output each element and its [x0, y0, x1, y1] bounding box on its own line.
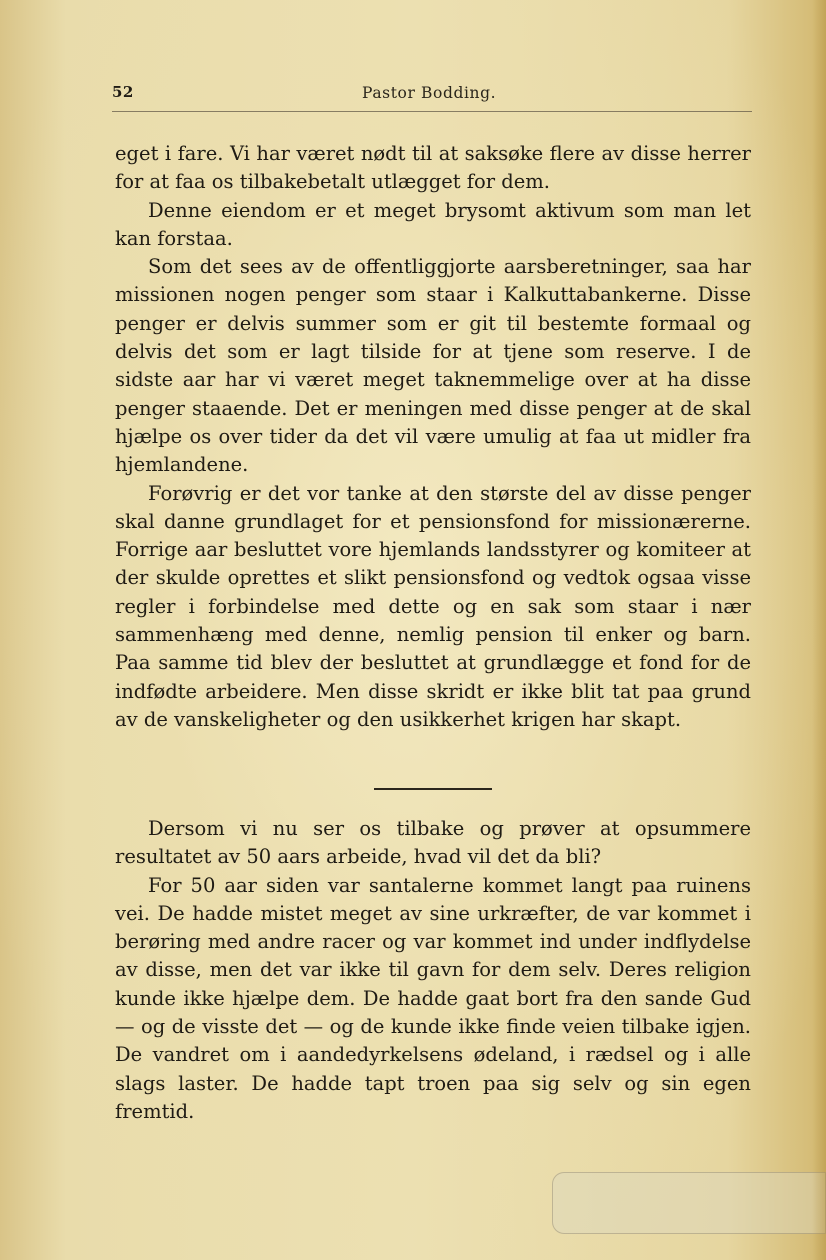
page-header: [112, 83, 752, 109]
page-number: 52: [112, 83, 134, 101]
paragraph-5: Dersom vi nu ser os tilbake og prøver at opsummere resultatet av 50 aars arbeide, hvad vil det da bli?: [115, 817, 751, 869]
paragraph-2: Denne eiendom er et meget brysomt aktivum som man let kan forstaa.: [115, 198, 751, 250]
paragraph-6: For 50 aar siden var santalerne kommet langt paa ruinens vei. De hadde mistet meget av sine urkræfter, de var kommet i berøring med andre racer og var kommet ind under indflydelse av disse, men det var ikke til gavn for dem selv. Deres religion kunde ikke hjælpe dem. De hadde gaat bort fra den sande Gud — og de visste det — og de kunde ikke finde veien tilbake igjen. De vandret om i aandedyrkelsens ødeland, i rædsel og i alle slags laster. De hadde tapt troen paa sig selv og sin egen fremtid.: [115, 873, 751, 1123]
page-edge-shadow: [812, 0, 826, 1260]
section-divider: [374, 788, 492, 790]
body-text-section-1: [115, 140, 751, 734]
header-rule: [112, 111, 752, 112]
running-title: Pastor Bodding.: [362, 84, 497, 102]
paragraph-3: Som det sees av de offentliggjorte aarsberetninger, saa har missionen nogen penger som staar i Kalkuttabankerne. Disse penger er delvis summer som er git til bestemte formaal og delvis det som er lagt tilside for at tjene som reserve. I de sidste aar har vi været meget taknemmelige over at ha disse penger staaende. Det er meningen med disse penger at de skal hjælpe os over tider da det vil være umulig at faa ut midler fra hjemlandene.: [115, 255, 751, 477]
paragraph-4: Forøvrig er det vor tanke at den største del av disse penger skal danne grundlaget for et pensionsfond for missionærerne. Forrige aar besluttet vore hjemlands landsstyrer og komiteer at der skulde oprettes et slikt pensionsfond og vedtok ogsaa visse regler i forbindelse med dette og en sak som staar i nær sammenhæng med denne, nemlig pension til enker og barn. Paa samme tid blev der besluttet at grundlægge et fond for de indfødte arbeidere. Men disse skridt er ikke blit tat paa grund av de vanskeligheter og den usikkerhet krigen har skapt.: [115, 481, 751, 731]
body-text-section-2: [115, 815, 751, 1126]
paper-tape-mark: [552, 1172, 826, 1234]
paragraph-1: eget i fare. Vi har været nødt til at saksøke flere av disse herrer for at faa os tilbakebetalt utlægget for dem.: [115, 142, 751, 194]
